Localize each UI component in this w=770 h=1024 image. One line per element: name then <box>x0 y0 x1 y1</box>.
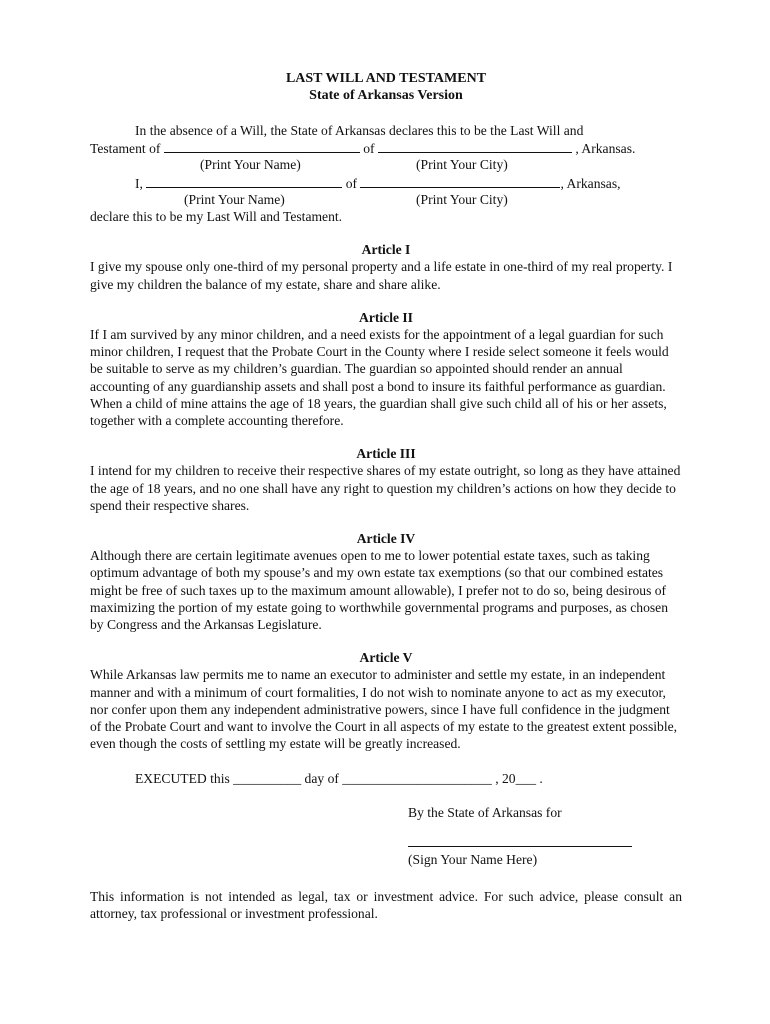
article-text: Although there are certain legitimate avenues open to me to lower potential estate taxes, such as taking optimum advantage of both my spouse’s and my own estate tax exemptions (so that our combined estates might be free of such taxes up to the maximum amount allowable), I prefer not to do so, being desirous of maximizing the portion of my estate going to worthwhile governmental programs and purposes, as chosen by Congress and the Arkansas Legislature. <box>90 548 668 632</box>
of-label-1: of <box>363 141 375 157</box>
will-document <box>90 70 682 922</box>
article-5 <box>90 649 682 752</box>
declarant-line <box>90 174 682 191</box>
article-text: If I am survived by any minor children, and a need exists for the appointment of a legal guardian for such minor children, I request that the Probate Court in the County where I reside select someone it feels would be suitable to serve as my children’s guardian. The guardian so appointed should render an annual accounting of any guardianship assets and shall post a bond to insure its faithful performance as guardian. When a child of mine attains the age of 18 years, the guardian shall give such child all of his or her assets, together with a complete accounting therefore. <box>90 326 669 428</box>
name-blank-1[interactable] <box>164 139 360 153</box>
print-name-caption-1: (Print Your Name) <box>200 157 301 173</box>
signature-line[interactable] <box>408 845 632 847</box>
city-blank-2[interactable] <box>360 174 560 188</box>
print-name-caption-2: (Print Your Name) <box>184 191 285 207</box>
name-blank-2[interactable] <box>146 174 342 188</box>
testament-of-line <box>90 139 682 156</box>
city-blank-1[interactable] <box>378 139 572 153</box>
by-state-label: By the State of Arkansas for <box>408 804 562 820</box>
article-heading: Article V <box>359 650 413 666</box>
declare-line: declare this to be my Last Will and Testament. <box>90 208 343 224</box>
article-heading: Article IV <box>356 530 416 546</box>
article-text: I intend for my children to receive their respective shares of my estate outright, so long as they have attained the age of 18 years, and no one shall have any right to question my children’s actions on how they decide to spend their respective shares. <box>90 463 681 513</box>
article-text: I give my spouse only one-third of my personal property and a life estate in one-third of my real property. I give my children the balance of my estate, share and share alike. <box>90 259 673 292</box>
signature-block <box>90 804 682 868</box>
document-title: LAST WILL AND TESTAMENT <box>285 71 487 86</box>
document-subtitle: State of Arkansas Version <box>309 88 463 103</box>
caption-row-1 <box>90 156 682 173</box>
disclaimer-text: This information is not intended as legal, tax or investment advice. For such advice, please consult an attorney, tax professional or investment professional. <box>90 889 682 922</box>
article-heading: Article III <box>356 446 416 462</box>
article-3 <box>90 445 682 514</box>
of-label-2: of <box>345 175 358 191</box>
article-heading: Article II <box>359 309 413 325</box>
intro-line-1: In the absence of a Will, the State of Arkansas declares this to be the Last Will and <box>135 123 584 138</box>
testament-of-label: Testament of <box>90 141 161 157</box>
i-label: I, <box>135 175 143 191</box>
executed-line: EXECUTED this __________ day of ______________________ , 20___ . <box>135 771 543 787</box>
arkansas-label-1: , Arkansas. <box>575 141 636 157</box>
arkansas-label-2: , Arkansas, <box>560 175 621 191</box>
article-1 <box>90 241 682 293</box>
intro-section <box>90 122 682 225</box>
article-2 <box>90 309 682 429</box>
article-4 <box>90 530 682 633</box>
article-text: While Arkansas law permits me to name an executor to administer and settle my estate, in an independent manner and with a minimum of court formalities, I do not wish to nominate anyone to act as my executor, nor confer upon them any independent administrative powers, since I have full confidence in the judgment of the Probate Court and want to involve the Court in all aspects of my estate to the greatest extent possible, even though the costs of settling my estate will be greatly increased. <box>90 667 678 752</box>
article-heading: Article I <box>361 242 411 258</box>
print-city-caption-2: (Print Your City) <box>416 191 508 207</box>
sign-name-caption: (Sign Your Name Here) <box>408 851 538 867</box>
caption-row-2 <box>90 191 682 208</box>
print-city-caption-1: (Print Your City) <box>416 157 508 173</box>
